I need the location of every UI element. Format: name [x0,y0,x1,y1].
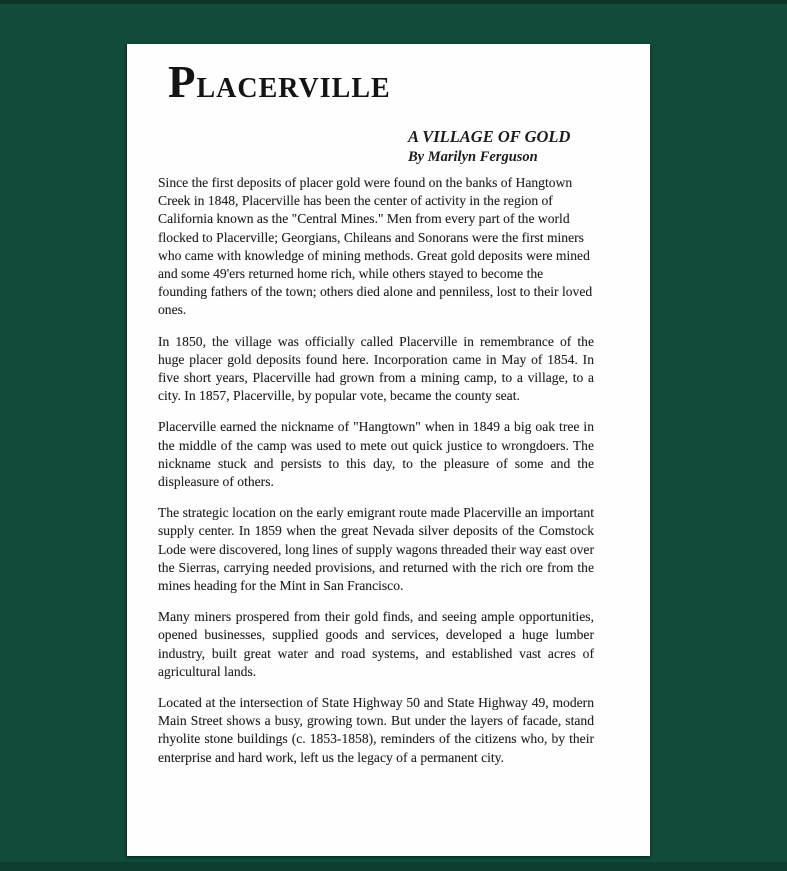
paragraph-2: In 1850, the village was officially called Placerville in remembrance of the huge placer gold deposits found here. Incorporation came in May of 1854. In five short years, Placerville had grown from a mining camp, to a village, to a city. In 1857, Placerville, by popular vote, became the county seat. [158,333,594,404]
document-page [127,44,650,856]
title-drop-cap: P [168,57,197,107]
paragraph-4: The strategic location on the early emigrant route made Placerville an important supply center. In 1859 when the great Nevada silver deposits of the Comstock Lode were discovered, long lines of supply wagons threaded their way east over the Sierras, carrying needed provisions, and returned with the rich ore from the mines heading for the Mint in San Francisco. [158,505,594,594]
subtitle-block [408,126,594,167]
document-title [168,57,594,111]
paragraph-1: Since the first deposits of placer gold were found on the banks of Hangtown Creek in 1848, Placerville has been the center of activity in the region of California known as the "Central Mines." Men from every part of the world flocked to Placerville; Georgians, Chileans and Sonorans were the first miners who came with knowledge of mining methods. Great gold deposits were mined and some 49'ers returned home rich, while others stayed to become the founding fathers of the town; others died alone and penniless, lost to their loved ones. [158,175,593,318]
document-byline: By Marilyn Ferguson [408,149,538,165]
bottom-border-band [0,862,787,871]
top-border-band [0,0,787,4]
document-body [158,174,594,767]
title-text: LACERVILLE [196,73,391,104]
paragraph-6: Located at the intersection of State Highway 50 and State Highway 49, modern Main Street shows a busy, growing town. But under the layers of facade, stand rhyolite stone buildings (c. 1853-1858), reminders of the citizens who, by their enterprise and hard work, left us the legacy of a permanent city. [158,695,594,765]
document-subtitle: A VILLAGE OF GOLD [408,127,571,146]
paragraph-5: Many miners prospered from their gold finds, and seeing ample opportunities, opened businesses, supplied goods and services, developed a huge lumber industry, built great water and road systems, and established vast acres of agricultural lands. [158,609,594,679]
paragraph-3: Placerville earned the nickname of "Hangtown" when in 1849 a big oak tree in the middle of the camp was used to mete out quick justice to wrongdoers. The nickname stuck and persists to this day, to the pleasure of some and the displeasure of others. [158,419,594,490]
